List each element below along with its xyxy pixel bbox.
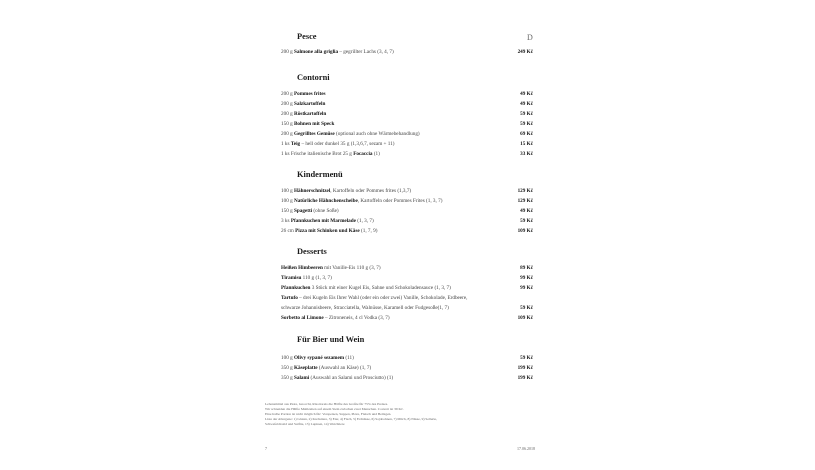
menu-item: 150 g Bohnen mit Speck 59 Kč: [281, 121, 533, 127]
menu-item: Tiramisu 110 g (1, 3, 7) 99 Kč: [281, 275, 533, 281]
menu-item: Heißen Himbeeren mit Vanille-Eis 110 g (3, 7) 89 Kč: [281, 265, 533, 271]
menu-item: schwarze Johannisbeere, Stracciatella, Walnüsse, Karamell oder Fudgesoße(1, 7) 59 Kč: [281, 305, 533, 311]
menu-item: 1 ks Frische italienische Brot 25 g Focaccia (1) 33 Kč: [281, 151, 533, 157]
section-title-bier-wein: Für Bier und Wein: [297, 335, 365, 344]
item-price: 109 Kč: [517, 315, 533, 321]
menu-item: 1 ks Teig – hell oder dunkel 35 g (1,3,6,7, sezam + 11) 15 Kč: [281, 141, 533, 147]
item-price: 199 Kč: [517, 365, 533, 371]
menu-item: 150 g Spagetti (ohne Soße) 49 Kč: [281, 208, 533, 214]
menu-item: 100 g Hähnerschnitzel, Kartoffeln oder Pommes frites (1,3,7) 129 Kč: [281, 188, 533, 194]
menu-item: 200 g Salzkartoffeln 49 Kč: [281, 101, 533, 107]
item-price: 59 Kč: [520, 305, 533, 311]
item-price: 59 Kč: [520, 111, 533, 117]
item-price: 129 Kč: [517, 198, 533, 204]
menu-item: Tartufo – drei Kugeln Eis Ihrer Wahl (oder ein oder zwei) Vanille, Schokolade, Erdbeere,: [281, 295, 468, 301]
item-price: 99 Kč: [520, 275, 533, 281]
menu-item: 200 g Pommes frites 49 Kč: [281, 91, 533, 97]
menu-item: 200 g Gegrilltes Gemüse (optional auch ohne Wärmebehandlung) 69 Kč: [281, 131, 533, 137]
menu-item: 350 g Salami (Auswahl an Salami und Prosciutto) (1) 199 Kč: [281, 375, 533, 381]
corner-letter: D: [527, 33, 533, 42]
page-date: 17.06.2018: [517, 446, 535, 451]
menu-item: 350 g Käseplatte (Auswahl an Käse) (1, 7) 199 Kč: [281, 365, 533, 371]
footer-note: Wir schneiden die Hälfte Mahlzeiten auf einem Stein zwischen zwei Menschen. Couvert ist 39 Kč.: [265, 407, 404, 411]
item-price: 59 Kč: [520, 121, 533, 127]
section-title-kindermenu: Kindermenü: [297, 170, 343, 179]
item-price: 59 Kč: [520, 355, 533, 361]
menu-item: 26 cm Pizza mit Schinken und Käse (1, 7, 9) 109 Kč: [281, 228, 533, 234]
footer-note: Liste der Allergene: 1) Gluten, 2) Krebstiere, 3) Eier, 4) Fisch, 5) Erdnüsse, 6) Sojabohnen, 7) Milch, 8) Nüsse, 9) Sellerie,: [265, 417, 437, 421]
item-price: 199 Kč: [517, 375, 533, 381]
menu-item: 200 g Salmone alla griglia – gegrillter Lachs (3, 4, 7) 249 Kč: [281, 49, 533, 55]
menu-item: 100 g Natürliche Hähnchenscheibe, Kartoffeln oder Pommes Frites (1, 3, 7) 129 Kč: [281, 198, 533, 204]
footer-note: Eine halbe Portion ist nicht möglich für: Vorspeisen, Suppen, Pizza, Fleisch und Beilagen.: [265, 412, 392, 416]
menu-item: Pfannkuchen 3 Stück mit einer Kugel Eis, Sahne und Schokoladensauce (1, 3, 7) 99 Kč: [281, 285, 533, 291]
footer-note: Lebensmittel aus Pasta, Gnocchi, Risottoreis die Hälfte des Großte für 75% des Preises.: [265, 402, 388, 406]
item-price: 89 Kč: [520, 265, 533, 271]
section-title-pesce: Pesce: [297, 32, 317, 41]
item-price: 49 Kč: [520, 208, 533, 214]
item-price: 99 Kč: [520, 285, 533, 291]
item-price: 15 Kč: [520, 141, 533, 147]
item-price: 33 Kč: [520, 151, 533, 157]
page-number: 7: [265, 446, 267, 451]
item-price: 49 Kč: [520, 101, 533, 107]
menu-item: 200 g Röstkartoffeln 59 Kč: [281, 111, 533, 117]
item-price: 69 Kč: [520, 131, 533, 137]
item-price: 129 Kč: [517, 188, 533, 194]
menu-item: Sorbetto al Limone – Zitroneneis, 4 cl Vodka (3, 7) 109 Kč: [281, 315, 533, 321]
section-title-contorni: Contorni: [297, 73, 330, 82]
menu-item: 3 ks Pfannkuchen mit Marmelade (1, 3, 7) 59 Kč: [281, 218, 533, 224]
section-title-desserts: Desserts: [297, 247, 327, 256]
item-price: 109 Kč: [517, 228, 533, 234]
item-price: 49 Kč: [520, 91, 533, 97]
item-price: 249 Kč: [517, 49, 533, 55]
item-price: 59 Kč: [520, 218, 533, 224]
footer-note: Schwefeldioxid und Sulfite, 13) Lupinen, 14) Weichtiere: [265, 422, 345, 426]
menu-item: 100 g Olivy sypané sezamem (11) 59 Kč: [281, 355, 533, 361]
